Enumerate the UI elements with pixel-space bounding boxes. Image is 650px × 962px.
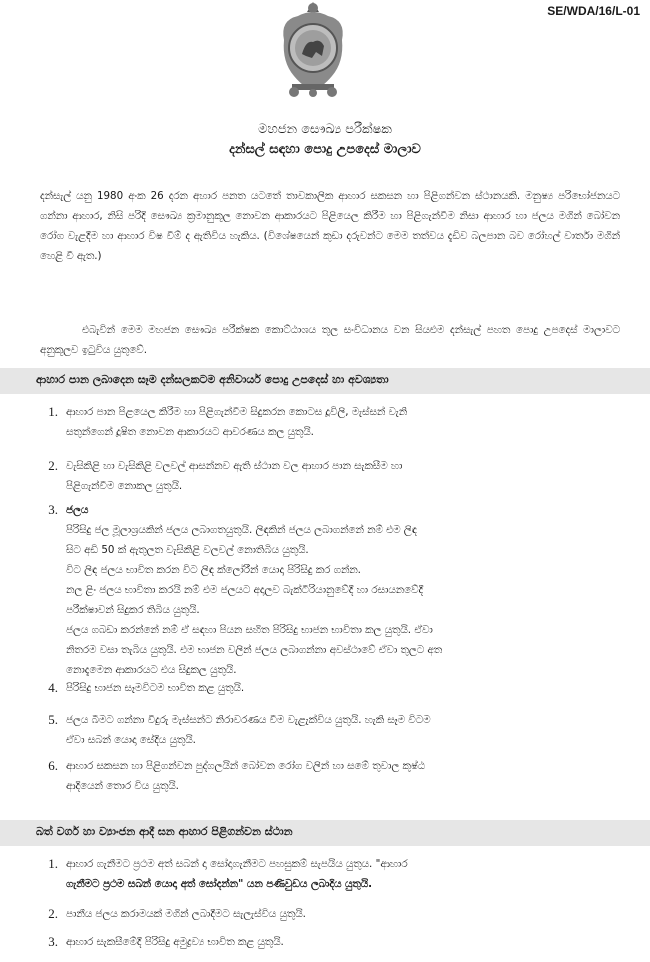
item-text: පරීක්ෂාවන් සිදුකර තිබිය යුතුයි.	[66, 604, 200, 616]
section-1-header	[0, 368, 650, 394]
item-text: පිරිසිදු ජල මූලාශ්‍රයකින් ජලය ලබාගතයුතුයි. ලිඳකින් ජලය ලබාගන්නේ නම් එම ලිඳ	[66, 524, 417, 536]
item-text: සතුන්ගෙන් දූෂිත නොවන ආකාරයට ආවරණය කල යුතුයි.	[66, 426, 314, 438]
item-number: 2.	[48, 458, 58, 473]
item-text: ඒවා සබන් යොදා සේදිය යුතුයි.	[66, 734, 196, 746]
item-text: ආහාර සැකසීමේදී පිරිසිදු අමුද්‍රව්‍ය භාවිත කළ යුතුයි.	[66, 936, 284, 948]
section-2-heading: බත් වර්ග හා ව්‍යාංජන ආදී ඝන ආහාර පිළිගන්වන ස්ථාන	[36, 825, 293, 838]
item-text: නල ළිං ජලය භාවිතා කරයි නම් එම ජලයට අදාලව බැක්ටීරියානුවේදී හා රසායනවේදී	[66, 584, 424, 596]
item-text: ආහාර පාන පිළයෙල කිරීම හා පිළිගැන්වීම සිදුකරන කොටස දූවිලි, මැස්සන් වැනි	[66, 406, 408, 418]
intro-paragraph-2: එබැවින් මෙම මහජන සෞඛ්‍ය පරීක්ෂක කොට්ඨාශය තුල සංවිධානය වන සියළුම දන්සැල් පහත පොදු උපදෙස් මාලාවට අනුකූලව ඉටුවිය යුතුවේ.	[40, 324, 620, 356]
item-text: වැසිකිළි හා වැසිකිළි වලවල් ආසන්නව ඇති ස්ථාන වල ආහාර පාන සැකසීම හා	[66, 460, 403, 472]
item-number: 2.	[48, 906, 58, 921]
section-1-heading: ආහාර පාන ලබාදෙන සෑම දන්සලකටම අනිවාර්ය පොදු උපදෙස් හා අවශ්‍යතා	[36, 373, 389, 386]
item-number: 1.	[48, 404, 58, 419]
item-text: පානීය ජලය කරාමයක් මගින් ලබාදීමට සැලැස්විය යුතුයි.	[66, 908, 306, 920]
item-text: විට ලිඳ ජලය භාවිත කරන විට ලිඳ ක්ලෝරීන් යොදා පිරිසිදු කර ගන්න.	[66, 564, 361, 576]
item-text: ජලය බීමට ගන්නා වීදුරු මැස්සන්ට නිරාවරණය වීම වැළැක්විය යුතුයි. හැකි සෑම විටම	[66, 714, 431, 726]
item-text: සිට අඩි 50 ක් ඇතුලත වැසිකිළි වලවල් නොතිබිය යුතුයි.	[66, 544, 309, 556]
item-text: පිරිසිදු භාජන සෑමවිටම භාවිත කළ යුතුයි.	[66, 682, 245, 694]
section-2-header	[0, 820, 650, 846]
item-text: පිළිගැන්වීම නොකල යුතුයි.	[66, 480, 183, 492]
item-number: 4.	[48, 680, 58, 695]
document-reference: SE/WDA/16/L-01	[547, 4, 640, 18]
item-number: 1.	[48, 856, 58, 871]
item-number: 3.	[48, 502, 58, 517]
item-text: ජලය ගබඩා කරන්නේ නම් ඒ සඳහා පියන සහිත පිරිසිදු භාජන භාවිතා කල යුතුයි. ඒවා	[66, 624, 433, 636]
item-number: 3.	[48, 934, 58, 949]
item-text: ආහාර ගැනීමට ප්‍රථම අත් සබන් දා සෝදාගැනීමට පහසුකම් සැපයිය යුතුය. "ආහාර	[66, 858, 408, 870]
item-text: ආහාර සකසන හා පිළිගන්වන පුද්ගලයින් බෝවන රෝග වලින් හා සමේ තුවාල කුෂ්ඨ	[66, 760, 425, 772]
item-heading: ජලය	[66, 504, 89, 516]
page-title: මහජන සෞඛ්‍ය පරීක්ෂක	[258, 122, 392, 137]
sri-lanka-emblem	[272, 0, 354, 98]
item-text: ගැනීමට ප්‍රථම සබන් යොදා අත් සෝදන්න" යන පණිවුඩය ලබාදිය යුතුයි.	[66, 878, 373, 890]
item-text: නොදැමෙන ආකාරයට එය සිදුකල යුතුයි.	[66, 664, 237, 676]
item-number: 5.	[48, 712, 58, 727]
page-subtitle: දන්සල් සඳහා පොදු උපදෙස් මාලාව	[229, 142, 421, 157]
item-number: 6.	[48, 758, 58, 773]
intro-paragraph-1: දන්සැල් යනු 1980 අංක 26 දරන අහාර පනත යටතේ තාවකාලික ආහාර සකසන හා පිළිගන්වන ස්ථානයකි. මනුෂ්‍ය පරිභෝජනයට ගන්නා ආහාර, නිසි පරිදි සෞඛ්‍ය ක්‍රමානුකූල නොවන ආකාරයට පිළියෙල කිරීම හා පිළිගැන්වීම නිසා ආහාර හා ජලය මගින් බෝවන රෝග වැළදීම හා ආහාර විෂ වීම් ද ඇතිවිය හැකිය. (විශේෂයෙන් කුඩා දරුවන්ට මෙම තත්වය දැඩිව බලපාන බව රෝහල් වාර්තා මගින් හෙළි වී ඇත.)	[40, 190, 620, 262]
item-text: නිතරම වසා තැබිය යුතුයි. එම භාජන වලින් ජලය ලබාගන්නා අවස්ථාවේ ඒවා තුලට අත	[66, 644, 443, 656]
item-text: ආදියෙන් තොර විය යුතුයි.	[66, 780, 179, 792]
